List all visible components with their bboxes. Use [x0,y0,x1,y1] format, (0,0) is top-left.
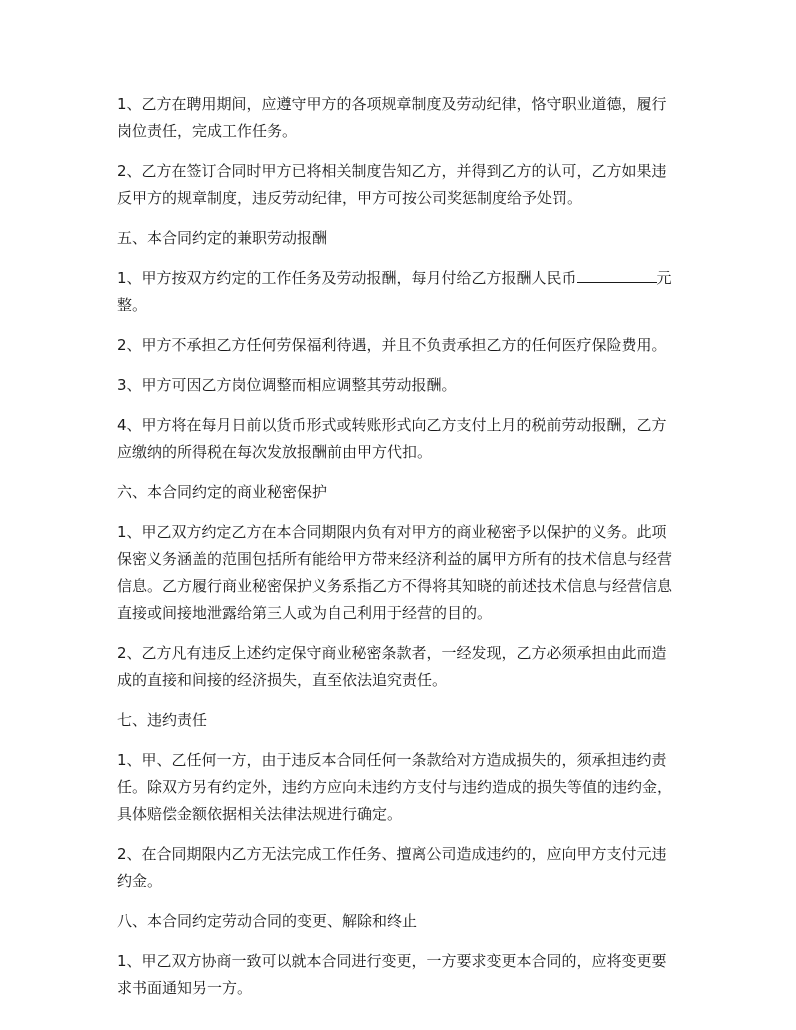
clause-paragraph-payment [117,265,681,319]
document-body [117,91,681,1015]
section-heading-5: 五、本合同约定的兼职劳动报酬 [117,229,328,247]
section-heading-7: 七、违约责任 [117,711,208,729]
clause-paragraph: 4、甲方将在每月日前以货币形式或转账形式向乙方支付上月的税前劳动报酬，乙方应缴纳的所得税在每次发放报酬前由甲方代扣。 [117,416,667,461]
clause-paragraph: 2、乙方在签订合同时甲方已将相关制度告知乙方，并得到乙方的认可，乙方如果违反甲方的规章制度，违反劳动纪律，甲方可按公司奖惩制度给予处罚。 [117,162,667,207]
clause-paragraph: 1、甲乙双方协商一致可以就本合同进行变更，一方要求变更本合同的，应将变更要求书面通知另一方。 [117,952,667,997]
clause-paragraph: 1、乙方在聘用期间，应遵守甲方的各项规章制度及劳动纪律，恪守职业道德，履行岗位责任，完成工作任务。 [117,95,667,140]
clause-paragraph: 1、甲、乙任何一方，由于违反本合同任何一条款给对方造成损失的，须承担违约责任。除双方另有约定外，违约方应向未违约方支付与违约造成的损失等值的违约金，具体赔偿金额依据相关法律法规进行确定。 [117,751,673,823]
clause-paragraph: 2、甲方不承担乙方任何劳保福利待遇，并且不负责承担乙方的任何医疗保险费用。 [117,336,667,354]
amount-blank-line [577,266,657,283]
clause-text: 1、甲方按双方约定的工作任务及劳动报酬，每月付给乙方报酬人民币 [117,269,577,287]
clause-paragraph: 1、甲乙双方约定乙方在本合同期限内负有对甲方的商业秘密予以保护的义务。此项保密义务涵盖的范围包括所有能给甲方带来经济利益的属甲方所有的技术信息与经营信息。乙方履行商业秘密保护义务系指乙方不得将其知晓的前述技术信息与经营信息直接或间接地泄露给第三人或为自己利用于经营的目的。 [117,523,673,622]
clause-paragraph: 2、在合同期限内乙方无法完成工作任务、擅离公司造成违约的，应向甲方支付元违约金。 [117,845,667,890]
clause-paragraph: 2、乙方凡有违反上述约定保守商业秘密条款者，一经发现，乙方必须承担由此而造成的直接和间接的经济损失，直至依法追究责任。 [117,644,667,689]
section-heading-6: 六、本合同约定的商业秘密保护 [117,483,328,501]
section-heading-8: 八、本合同约定劳动合同的变更、解除和终止 [117,912,418,930]
clause-text: 元整。 [117,269,672,314]
clause-paragraph: 3、甲方可因乙方岗位调整而相应调整其劳动报酬。 [117,376,457,394]
